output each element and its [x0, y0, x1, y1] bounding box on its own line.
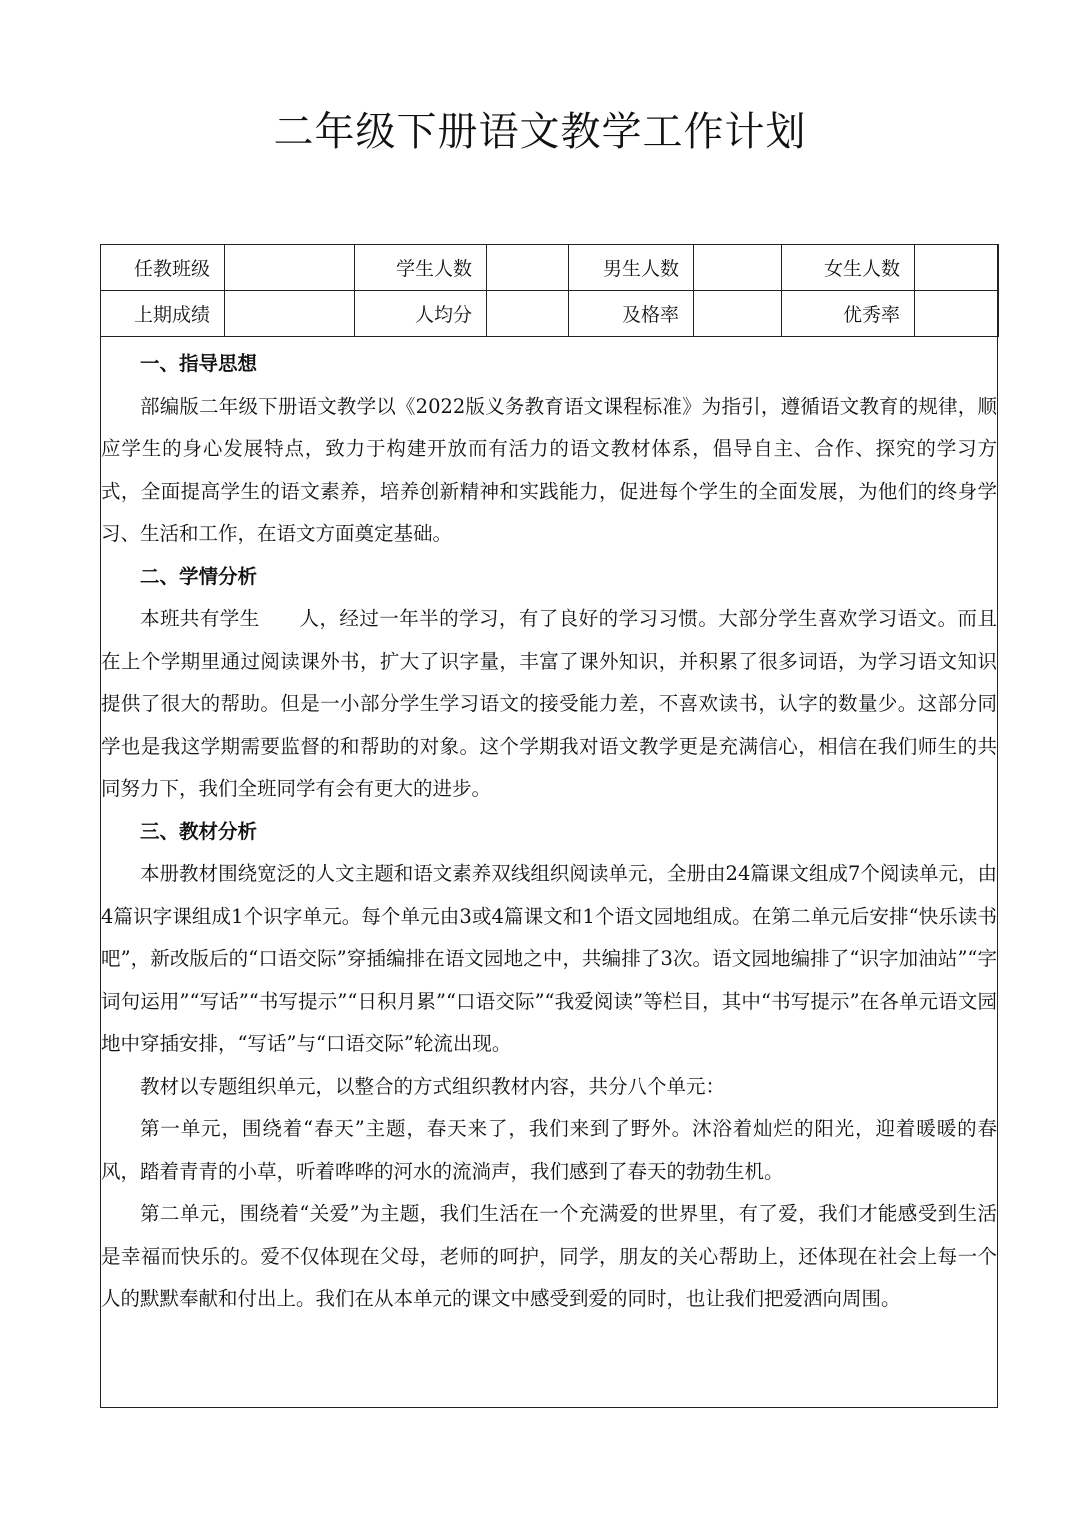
paragraph-textbook-structure: 本册教材围绕宽泛的人文主题和语文素养双线组织阅读单元，全册由24篇课文组成7个阅读单元，由4篇识字课组成1个识字单元。每个单元由3或4篇课文和1个语文园地组成。在第二单元后安排“快乐读书吧”，新改版后的“口语交际”穿插编排在语文园地之中，共编排了3次。语文园地编排了“识字加油站”“字词句运用”“写话”“书写提示”“日积月累”“口语交际”“我爱阅读”等栏目，其中“书写提示”在各单元语文园地中穿插安排，“写话”与“口语交际”轮流出现。	[101, 862, 997, 1055]
class-label: 任教班级	[101, 245, 225, 291]
last-score-label: 上期成绩	[101, 291, 225, 337]
document-title: 二年级下册语文教学工作计划	[273, 109, 807, 155]
last-score-value[interactable]	[225, 291, 355, 337]
section-heading-analysis: 二、学情分析	[140, 564, 258, 588]
paragraph-unit-one: 第一单元，围绕着“春天”主题，春天来了，我们来到了野外。沐浴着灿烂的阳光，迎着暖暖的春风，踏着青青的小草，听着哗哗的河水的流淌声，我们感到了春天的勃勃生机。	[101, 1117, 997, 1183]
excellent-rate-label: 优秀率	[782, 291, 915, 337]
info-row-score	[101, 291, 999, 337]
info-row-class	[101, 245, 999, 291]
students-value[interactable]	[487, 245, 569, 291]
section-heading-textbook: 三、教材分析	[140, 819, 258, 843]
students-label: 学生人数	[355, 245, 487, 291]
paragraph-textbook-units: 教材以专题组织单元，以整合的方式组织教材内容，共分八个单元：	[140, 1074, 726, 1098]
average-value[interactable]	[487, 291, 569, 337]
girls-label: 女生人数	[782, 245, 915, 291]
girls-value[interactable]	[915, 245, 999, 291]
plan-body	[101, 337, 997, 1321]
pass-rate-value[interactable]	[694, 291, 782, 337]
excellent-rate-value[interactable]	[915, 291, 999, 337]
pass-rate-label: 及格率	[569, 291, 694, 337]
boys-label: 男生人数	[569, 245, 694, 291]
paragraph-analysis: 本班共有学生 人，经过一年半的学习，有了良好的学习习惯。大部分学生喜欢学习语文。而且在上个学期里通过阅读课外书，扩大了识字量，丰富了课外知识，并积累了很多词语，为学习语文知识提供了很大的帮助。但是一小部分学生学习语文的接受能力差，不喜欢读书，认字的数量少。这部分同学也是我这学期需要监督的和帮助的对象。这个学期我对语文教学更是充满信心，相信在我们师生的共同努力下，我们全班同学有会有更大的进步。	[101, 607, 997, 800]
section-heading-guide: 一、指导思想	[140, 352, 258, 375]
boys-value[interactable]	[694, 245, 782, 291]
average-label: 人均分	[355, 291, 487, 337]
class-value[interactable]	[225, 245, 355, 291]
plan-sheet	[100, 244, 998, 1408]
paragraph-unit-two: 第二单元，围绕着“关爱”为主题，我们生活在一个充满爱的世界里，有了爱，我们才能感受到生活是幸福而快乐的。爱不仅体现在父母，老师的呵护，同学，朋友的关心帮助上，还体现在社会上每一个人的默默奉献和付出上。我们在从本单元的课文中感受到爱的同时，也让我们把爱洒向周围。	[101, 1202, 997, 1310]
paragraph-guide: 部编版二年级下册语文教学以《2022版义务教育语文课程标准》为指引，遵循语文教育的规律，顺应学生的身心发展特点，致力于构建开放而有活力的语文教材体系，倡导自主、合作、探究的学习方式，全面提高学生的语文素养，培养创新精神和实践能力，促进每个学生的全面发展，为他们的终身学习、生活和工作，在语文方面奠定基础。	[101, 394, 997, 545]
info-table	[100, 244, 999, 337]
